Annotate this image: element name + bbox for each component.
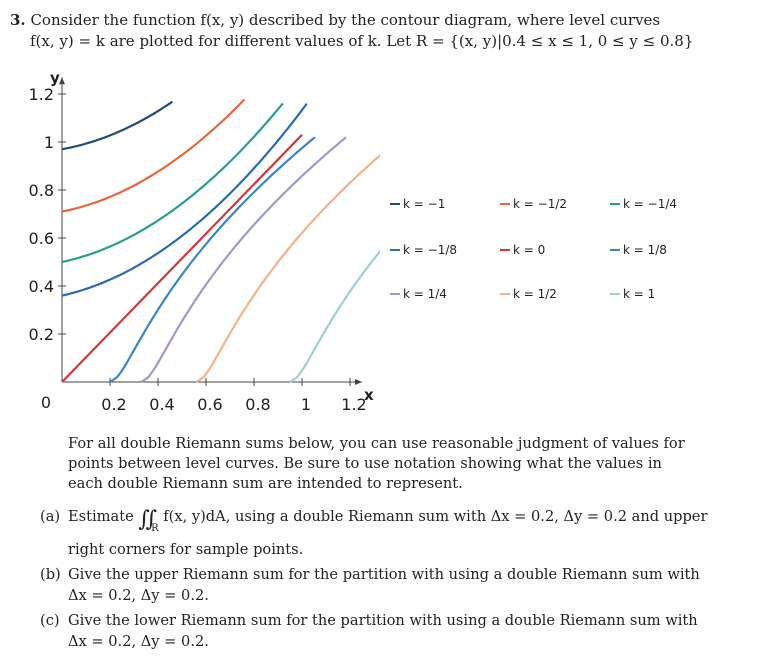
legend-swatch — [500, 203, 510, 205]
parts-list — [40, 506, 720, 656]
contour-line-6 — [110, 137, 315, 382]
part-a-pre: Estimate — [68, 508, 134, 525]
problem-line-2: f(x, y) = k are plotted for different values of k. Let R = {(x, y)|0.4 ≤ x ≤ 1, 0 ≤ y ≤ 0.8} — [30, 32, 694, 50]
part-a — [40, 506, 720, 560]
x-axis-arrow — [355, 379, 362, 385]
legend-label: k = 1/2 — [513, 287, 557, 301]
legend-label: k = 1/8 — [623, 243, 667, 257]
legend-label: k = 1 — [623, 287, 656, 301]
x-tick-label: 0.6 — [197, 395, 223, 414]
contour-line-3 — [62, 103, 283, 262]
x-tick-label: 0.4 — [149, 395, 175, 414]
legend-item — [390, 242, 457, 258]
problem-line-1 — [10, 10, 760, 31]
problem-statement — [10, 10, 760, 52]
legend-item — [390, 286, 447, 302]
legend-swatch — [500, 293, 510, 295]
legend-item — [610, 242, 667, 258]
legend-item — [500, 196, 567, 212]
y-tick-label: 0.6 — [28, 229, 54, 248]
contour-line-2 — [62, 100, 244, 212]
contour-line-5 — [62, 135, 302, 382]
y-axis-label: y — [50, 70, 60, 88]
part-a-label: (a) — [40, 508, 61, 525]
y-tick-label: 0.2 — [28, 325, 54, 344]
x-tick-label: 1 — [300, 395, 312, 414]
legend-label: k = 1/4 — [403, 287, 447, 301]
legend-label: k = 0 — [513, 243, 546, 257]
x-tick-label: 0.2 — [101, 395, 127, 414]
legend-label: k = −1 — [403, 197, 446, 211]
part-c — [40, 610, 720, 652]
legend-item — [500, 286, 557, 302]
part-c-text: Give the lower Riemann sum for the partition with using a double Riemann sum with Δx = 0.2, Δy = 0.2. — [68, 612, 698, 650]
legend-item — [390, 196, 445, 212]
legend-swatch — [390, 293, 400, 295]
legend-swatch — [500, 249, 510, 251]
legend-label: k = −1/4 — [623, 197, 677, 211]
y-tick-label: 1 — [43, 133, 54, 152]
legend-item — [610, 196, 677, 212]
legend-label: k = −1/2 — [513, 197, 567, 211]
contour-line-4 — [62, 104, 307, 296]
contour-curves — [62, 100, 380, 383]
contour-line-7 — [141, 137, 346, 382]
problem-number: 3. — [10, 11, 26, 29]
y-axis-arrow — [59, 77, 65, 84]
legend-swatch — [390, 203, 400, 205]
instructions: For all double Riemann sums below, you can use reasonable judgment of values for points between level curves. Be sure to use notation showing what the values in each double Riemann sum are intended to represent. — [68, 435, 685, 492]
x-tick-label: 0.8 — [245, 395, 271, 414]
contour-line-1 — [62, 102, 172, 150]
contour-plot — [0, 70, 380, 430]
origin-label: 0 — [40, 393, 52, 412]
part-b-text: Give the upper Riemann sum for the partition with using a double Riemann sum with Δx = 0.2, Δy = 0.2. — [68, 566, 700, 604]
legend-label: k = −1/8 — [403, 243, 457, 257]
legend-swatch — [390, 249, 400, 251]
part-a-text: f(x, y)dA, using a double Riemann sum with Δx = 0.2, Δy = 0.2 and upper right corners for sample points. — [68, 508, 708, 558]
double-integral-symbol: ∬ — [138, 507, 152, 532]
y-tick-label: 1.2 — [28, 85, 54, 104]
part-b-label: (b) — [40, 566, 61, 583]
legend-swatch — [610, 293, 620, 295]
legend-item — [610, 286, 655, 302]
legend-swatch — [610, 249, 620, 251]
part-a-body — [68, 506, 720, 560]
problem-text-1: Consider the function f(x, y) described by the contour diagram, where level curves — [30, 11, 661, 29]
x-axis-label: x — [364, 386, 374, 404]
legend-swatch — [610, 203, 620, 205]
integral-region: R — [151, 523, 159, 534]
x-tick-label: 1.2 — [341, 395, 367, 414]
legend-item — [500, 242, 545, 258]
part-c-label: (c) — [40, 612, 60, 629]
y-tick-label: 0.4 — [28, 277, 54, 296]
part-b — [40, 564, 720, 606]
y-tick-label: 0.8 — [28, 181, 54, 200]
